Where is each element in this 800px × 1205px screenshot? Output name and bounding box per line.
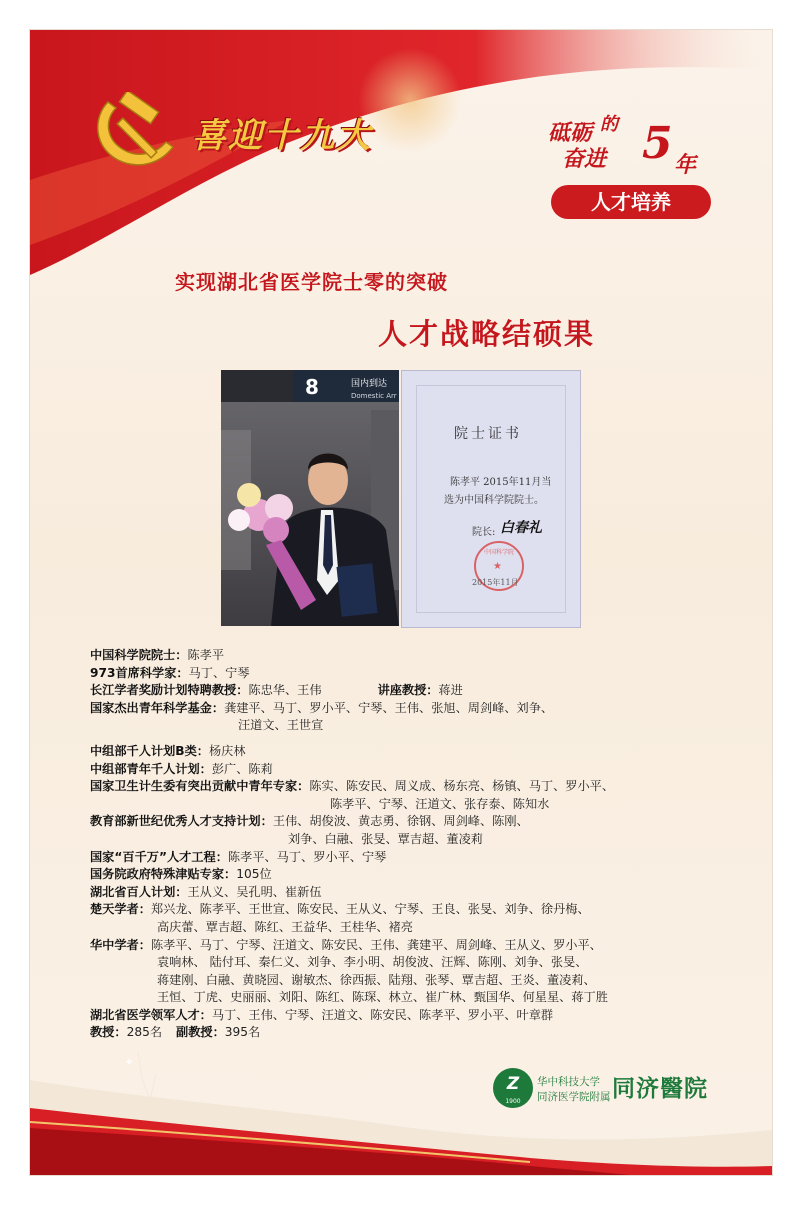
talent-entry: 中国科学院院士：陈孝平 xyxy=(90,648,225,662)
bottom-ribbon-decoration xyxy=(30,1030,772,1175)
talent-entry: 长江学者奖励计划特聘教授：陈忠华、王伟 讲座教授：蒋进 xyxy=(90,683,463,698)
section-badge: 人才培养 xyxy=(551,185,711,219)
gate-sign-cn: 国内到达 xyxy=(351,379,388,389)
certificate-date: 2015年11月 xyxy=(472,578,519,587)
talent-entry-continued: 蒋建刚、白融、黄晓园、谢敏杰、徐西振、陆翔、张琴、覃吉超、王炎、董凌莉、 xyxy=(157,972,596,987)
talent-entry-continued: 陈孝平、宁琴、汪道文、张存泰、陈知水 xyxy=(330,796,550,811)
side-phrase-line1: 砥砺 xyxy=(548,120,593,146)
academician-certificate xyxy=(401,370,581,628)
talent-entry-continued: 袁响林、 陆付耳、秦仁义、刘争、李小明、胡俊波、汪辉、陈刚、刘争、张旻、 xyxy=(157,955,588,970)
talent-entry: 中组部千人计划B类：杨庆林 xyxy=(90,743,246,758)
side-phrase-de: 的 xyxy=(600,114,618,135)
hospital-logo-icon: Z 1900 xyxy=(493,1068,533,1108)
headline-line1: 实现湖北省医学院士零的突破 xyxy=(175,270,448,294)
talent-entry: 国家“百千万”人才工程：陈孝平、马丁、罗小平、宁琴 xyxy=(90,849,387,864)
certificate-signer-label: 院长: xyxy=(472,527,496,538)
university-name-line1: 华中科技大学 xyxy=(537,1076,600,1088)
talent-entry: 教育部新世纪优秀人才支持计划：王伟、胡俊波、黄志勇、徐钢、周剑峰、陈刚、 xyxy=(90,814,529,829)
slogan-title: 喜迎十九大 xyxy=(192,116,372,156)
hospital-name: 同济醫院 xyxy=(612,1075,708,1102)
side-phrase-line2: 奋进 xyxy=(562,146,607,172)
certificate-text-line1: 陈孝平 2015年11月当 xyxy=(450,477,552,488)
talent-entry: 973首席科学家：马丁、宁琴 xyxy=(90,665,250,680)
headline-line2: 人才战略结硕果 xyxy=(378,317,596,351)
professor-counts: 教授：285名 副教授：395名 xyxy=(90,1025,261,1040)
talent-entry: 楚天学者：郑兴龙、陈孝平、王世宣、陈安民、王从义、宁琴、王良、张旻、刘争、徐丹梅、 xyxy=(90,902,590,917)
talent-entry-continued: 刘争、白融、张旻、覃吉超、董凌莉 xyxy=(288,831,483,846)
certificate-text-line2: 选为中国科学院院士。 xyxy=(444,495,544,506)
talent-entry: 国家杰出青年科学基金：龚建平、马丁、罗小平、宁琴、王伟、张旭、周剑峰、刘争、 xyxy=(90,700,554,715)
talent-entry: 中组部青年千人计划：彭广、陈莉 xyxy=(90,761,273,776)
gate-sign-number: 8 xyxy=(305,375,319,399)
talent-entry: 湖北省百人计划：王从义、吴孔明、崔新伍 xyxy=(90,884,322,899)
talent-entry-continued: 汪道文、王世宣 xyxy=(238,718,324,733)
talents-list xyxy=(90,647,614,1042)
talent-entry: 国家卫生计生委有突出贡献中青年专家：陈实、陈安民、周义成、杨东亮、杨镇、马丁、罗小平、 xyxy=(90,779,615,794)
gate-sign-en: Domestic Arr xyxy=(351,392,397,400)
svg-text:✦: ✦ xyxy=(124,1055,135,1069)
talent-entry-continued: 王恒、丁虎、史丽丽、刘阳、陈红、陈琛、林立、崔广林、甄国华、何星星、蒋丁胜 xyxy=(157,990,608,1005)
academician-photo xyxy=(221,370,399,626)
talent-entry: 湖北省医学领军人才：马丁、王伟、宁琴、汪道文、陈安民、陈孝平、罗小平、叶章群 xyxy=(90,1007,554,1022)
poster xyxy=(30,30,772,1175)
years-unit: 年 xyxy=(674,152,697,178)
talent-entry: 国务院政府特殊津贴专家：105位 xyxy=(90,867,272,882)
certificate-seal: 中国科学院 ★ xyxy=(474,541,524,591)
party-emblem-icon xyxy=(88,92,178,172)
talent-entry: 华中学者：陈孝平、马丁、宁琴、汪道文、陈安民、王伟、龚建平、周剑峰、王从义、罗小平、 xyxy=(90,937,602,952)
university-name-line2: 同济医学院附属 xyxy=(537,1091,611,1103)
certificate-signature: 白春礼 xyxy=(500,520,542,536)
talent-entry-continued: 高庆蕾、覃吉超、陈红、王益华、王桂华、褚亮 xyxy=(157,919,413,934)
certificate-title: 院士证书 xyxy=(454,426,522,442)
years-number: 5 xyxy=(642,118,673,169)
